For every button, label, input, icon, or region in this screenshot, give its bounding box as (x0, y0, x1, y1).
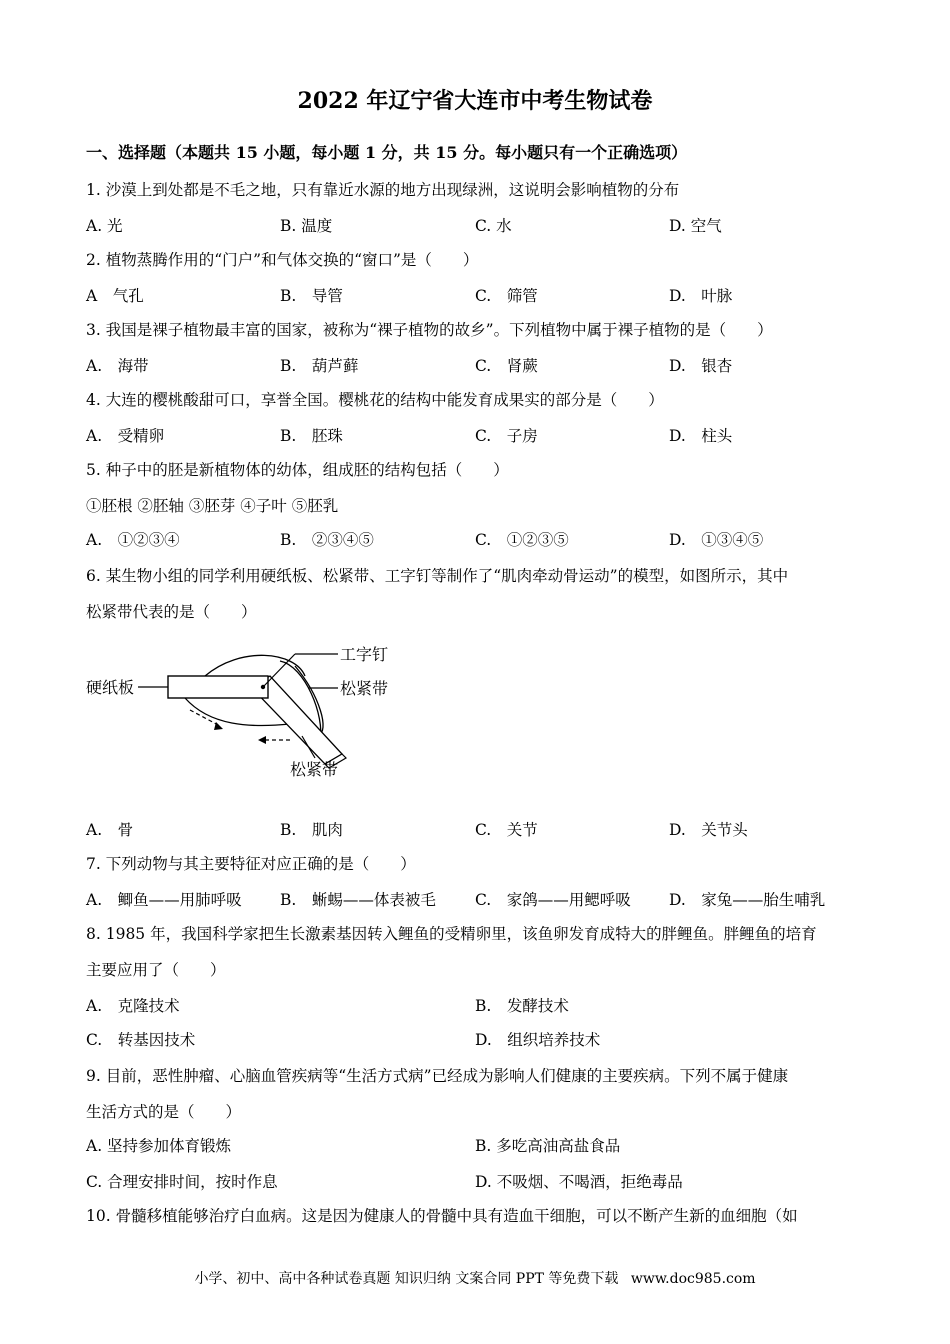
q6-option-d: D. 关节头 (669, 821, 748, 839)
question-1-stem: 1. 沙漠上到处都是不毛之地，只有靠近水源的地方出现绿洲，这说明会影响植物的分布 (86, 181, 680, 199)
q4-option-b: B. 胚珠 (280, 427, 343, 445)
upper-board (168, 676, 268, 698)
q4-option-d: D. 柱头 (669, 427, 733, 445)
q5-option-c: C. ①②③⑤ (475, 531, 569, 549)
q7-option-a: A. 鲫鱼——用肺呼吸 (86, 891, 242, 909)
question-8-stem: 8. 1985 年，我国科学家把生长激素基因转入鲤鱼的受精卵里，该鱼卵发育成特大的胖鲤鱼。胖鲤鱼的培育 (86, 925, 817, 943)
section-heading: 一、选择题（本题共 15 小题，每小题 1 分，共 15 分。每小题只有一个正确选项） (86, 143, 688, 162)
q3-option-c: C. 肾蕨 (475, 357, 538, 375)
q6-option-b: B. 肌肉 (280, 821, 343, 839)
q7-option-b: B. 蜥蜴——体表被毛 (280, 891, 436, 909)
q1-option-c: C. 水 (475, 217, 512, 235)
q3-option-b: B. 葫芦藓 (280, 357, 359, 375)
q8-option-c: C. 转基因技术 (86, 1031, 196, 1049)
question-6-stem-cont: 松紧带代表的是（ ） (86, 603, 257, 621)
q3-option-d: D. 银杏 (669, 357, 733, 375)
q1-option-d: D. 空气 (669, 217, 722, 235)
q6-option-a: A. 骨 (86, 821, 134, 839)
q6-option-c: C. 关节 (475, 821, 538, 839)
label-board: 硬纸板 (86, 678, 135, 697)
question-2-stem: 2. 植物蒸腾作用的“门户”和气体交换的“窗口”是（ ） (86, 251, 479, 269)
question-5-items: ①胚根 ②胚轴 ③胚芽 ④子叶 ⑤胚乳 (86, 497, 339, 515)
label-band-lower: 松紧带 (290, 760, 339, 779)
page-footer (0, 1268, 950, 1288)
q9-option-d: D. 不吸烟、不喝酒，拒绝毒品 (475, 1173, 683, 1191)
question-3-stem: 3. 我国是裸子植物最丰富的国家，被称为“裸子植物的故乡”。下列植物中属于裸子植物的是（ ） (86, 321, 773, 339)
page-title: 2022 年辽宁省大连市中考生物试卷 (297, 88, 653, 114)
q8-option-a: A. 克隆技术 (86, 997, 180, 1015)
question-8-stem-cont: 主要应用了（ ） (86, 961, 226, 979)
q8-option-b: B. 发酵技术 (475, 997, 569, 1015)
question-5-stem: 5. 种子中的胚是新植物体的幼体，组成胚的结构包括（ ） (86, 461, 509, 479)
question-10-stem: 10. 骨髓移植能够治疗白血病。这是因为健康人的骨髓中具有造血干细胞，可以不断产生新的血细胞（如 (86, 1207, 798, 1225)
q2-option-d: D. 叶脉 (669, 287, 733, 305)
question-6-stem: 6. 某生物小组的同学利用硬纸板、松紧带、工字钉等制作了“肌肉牵动骨运动”的模型，如图所示，其中 (86, 567, 789, 585)
q9-option-c: C. 合理安排时间，按时作息 (86, 1173, 278, 1191)
footer-site-link[interactable]: www.doc985.com (630, 1271, 756, 1287)
question-7-stem: 7. 下列动物与其主要特征对应正确的是（ ） (86, 855, 416, 873)
footer-text: 小学、初中、高中各种试卷真题 知识归纳 文案合同 PPT 等免费下载 (194, 1271, 619, 1287)
q2-option-b: B. 导管 (280, 287, 343, 305)
q5-option-a: A. ①②③④ (86, 531, 180, 549)
q4-option-a: A. 受精卵 (86, 427, 165, 445)
q8-option-d: D. 组织培养技术 (475, 1031, 601, 1049)
q4-option-c: C. 子房 (475, 427, 538, 445)
q7-option-c: C. 家鸽——用鳃呼吸 (475, 891, 631, 909)
q5-option-b: B. ②③④⑤ (280, 531, 374, 549)
q3-option-a: A. 海带 (86, 357, 149, 375)
q2-option-a: A 气孔 (86, 287, 144, 305)
question-4-stem: 4. 大连的樱桃酸甜可口，享誉全国。樱桃花的结构中能发育成果实的部分是（ ） (86, 391, 664, 409)
label-band-upper: 松紧带 (340, 679, 389, 698)
muscle-bone-model-figure (80, 636, 420, 786)
label-pin: 工字钉 (340, 645, 389, 664)
q5-option-d: D. ①③④⑤ (669, 531, 764, 549)
question-9-stem-cont: 生活方式的是（ ） (86, 1103, 242, 1121)
q1-option-b: B. 温度 (280, 217, 333, 235)
q9-option-a: A. 坚持参加体育锻炼 (86, 1137, 232, 1155)
q1-option-a: A. 光 (86, 217, 123, 235)
q7-option-d: D. 家兔——胎生哺乳 (669, 891, 826, 909)
q2-option-c: C. 筛管 (475, 287, 538, 305)
question-9-stem: 9. 目前，恶性肿瘤、心脑血管疾病等“生活方式病”已经成为影响人们健康的主要疾病。下列不属于健康 (86, 1067, 789, 1085)
q9-option-b: B. 多吃高油高盐食品 (475, 1137, 621, 1155)
